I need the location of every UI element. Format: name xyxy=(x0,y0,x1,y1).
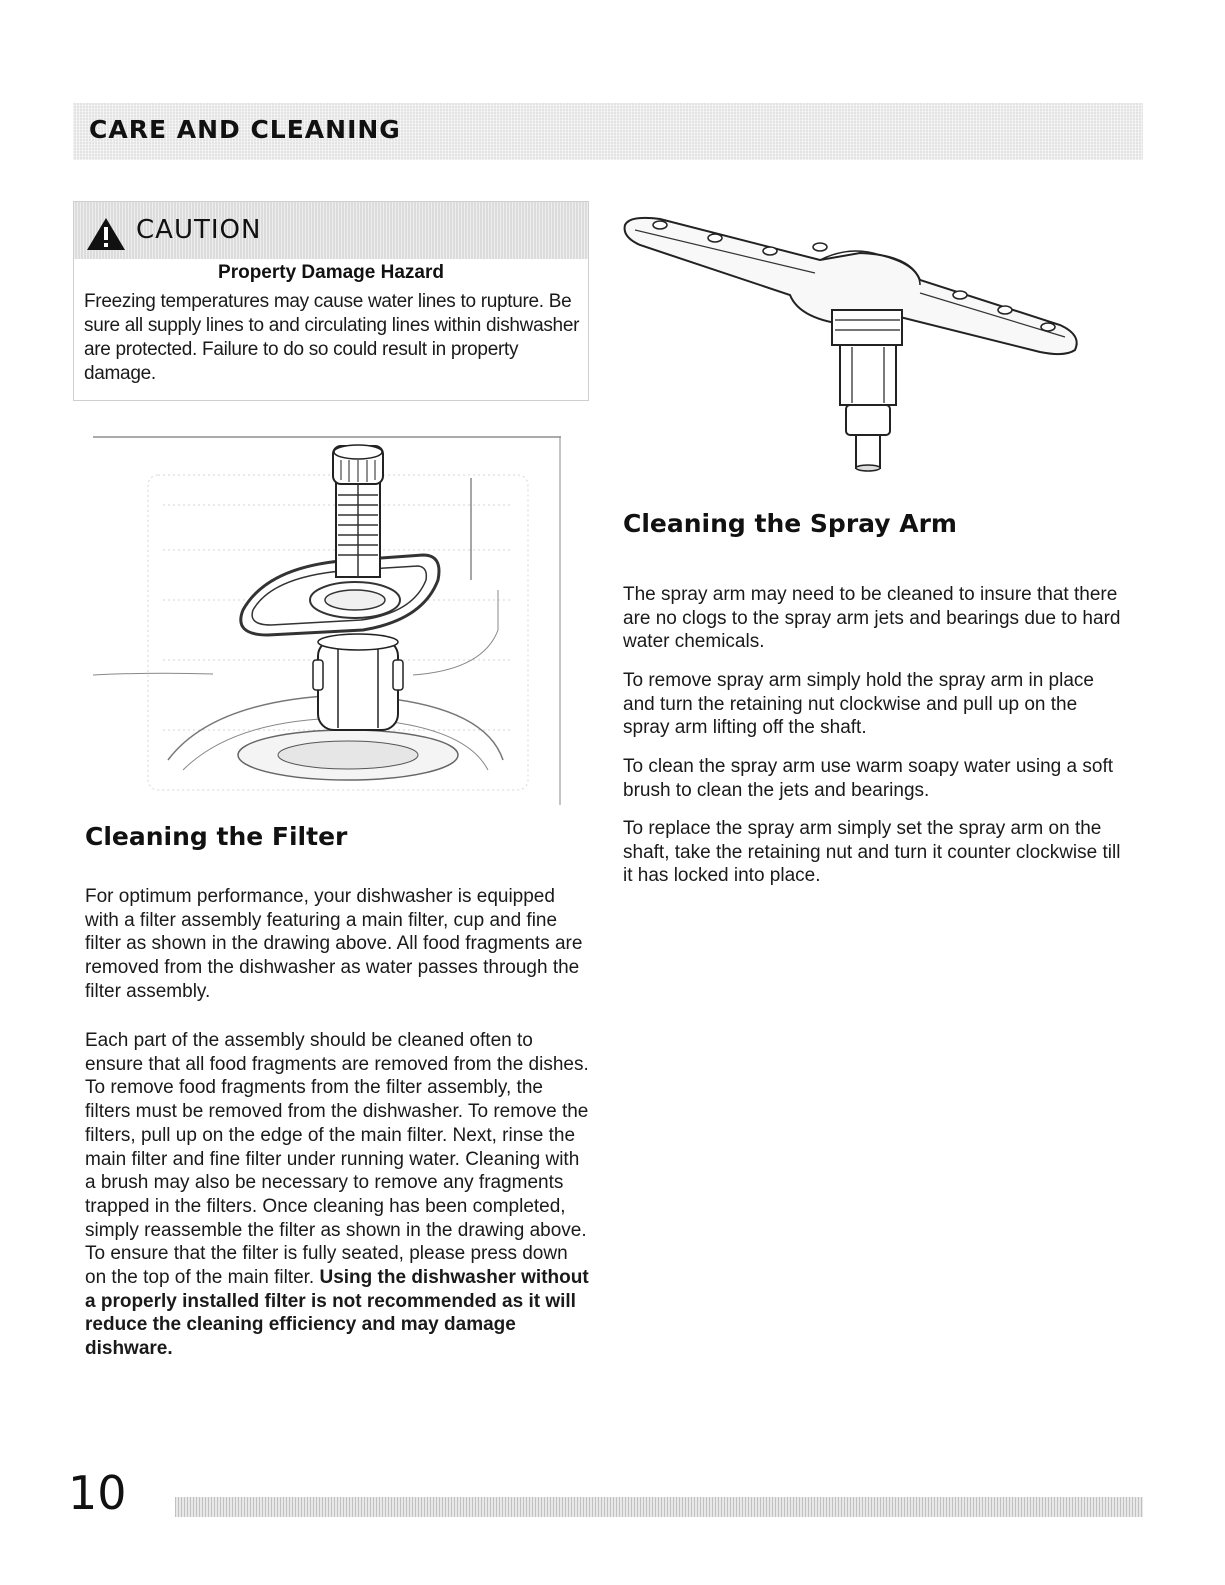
filter-paragraph-2 xyxy=(85,1029,590,1361)
filter-heading: Cleaning the Filter xyxy=(85,822,348,851)
filter-paragraph-2-text: Each part of the assembly should be cleaned often to ensure that all food fragments are removed from the dishes. To remove food fragments from the filter assembly, the filters must be removed from the dishwasher. To remove the filters, pull up on the edge of the main filter. Next, rinse the main filter and fine filter under running water. Cleaning with a brush may also be necessary to remove any fragments trapped in the filters. Once cleaning has been completed, simply reassemble the filter as shown in the drawing above. To ensure that the filter is fully seated, please press down on the top of the main filter. xyxy=(85,1030,589,1289)
spray-arm-paragraph-3: To clean the spray arm use warm soapy water using a soft brush to clean the jets and bearings. xyxy=(623,756,1114,801)
footer-band xyxy=(175,1497,1143,1517)
section-title: CARE AND CLEANING xyxy=(89,115,401,144)
spray-arm-paragraph-2: To remove spray arm simply hold the spray arm in place and turn the retaining nut clockwise and pull up on the spray arm lifting off the shaft. xyxy=(623,670,1094,739)
spray-arm-heading: Cleaning the Spray Arm xyxy=(623,509,957,538)
page-number: 10 xyxy=(68,1466,127,1520)
caution-header xyxy=(74,202,588,259)
section-header-band xyxy=(73,103,1143,160)
warning-triangle-icon xyxy=(86,217,126,251)
caution-title: Property Damage Hazard xyxy=(218,262,444,283)
spray-arm-illustration xyxy=(620,205,1090,480)
filter-assembly-illustration xyxy=(93,430,563,805)
spray-arm-paragraph-1: The spray arm may need to be cleaned to insure that there are no clogs to the spray arm jets and bearings due to hard water chemicals. xyxy=(623,584,1121,653)
spray-arm-paragraph-4: To replace the spray arm simply set the spray arm on the shaft, take the retaining nut and turn it counter clockwise till it has locked into place. xyxy=(623,818,1121,887)
caution-text: Freezing temperatures may cause water lines to rupture. Be sure all supply lines to and circulating lines within dishwasher are protected. Failure to do so could result in property damage. xyxy=(84,291,580,384)
filter-warning-bold: Using the dishwasher without a properly installed filter is not recommended as it will reduce the cleaning efficiency and may damage dishware. xyxy=(85,1267,589,1360)
caution-label: CAUTION xyxy=(136,215,262,245)
filter-paragraph-1: For optimum performance, your dishwasher is equipped with a filter assembly featuring a main filter, cup and fine filter as shown in the drawing above. All food fragments are removed from the dishwasher as water passes through the filter assembly. xyxy=(85,886,583,1002)
caution-box xyxy=(73,201,589,401)
